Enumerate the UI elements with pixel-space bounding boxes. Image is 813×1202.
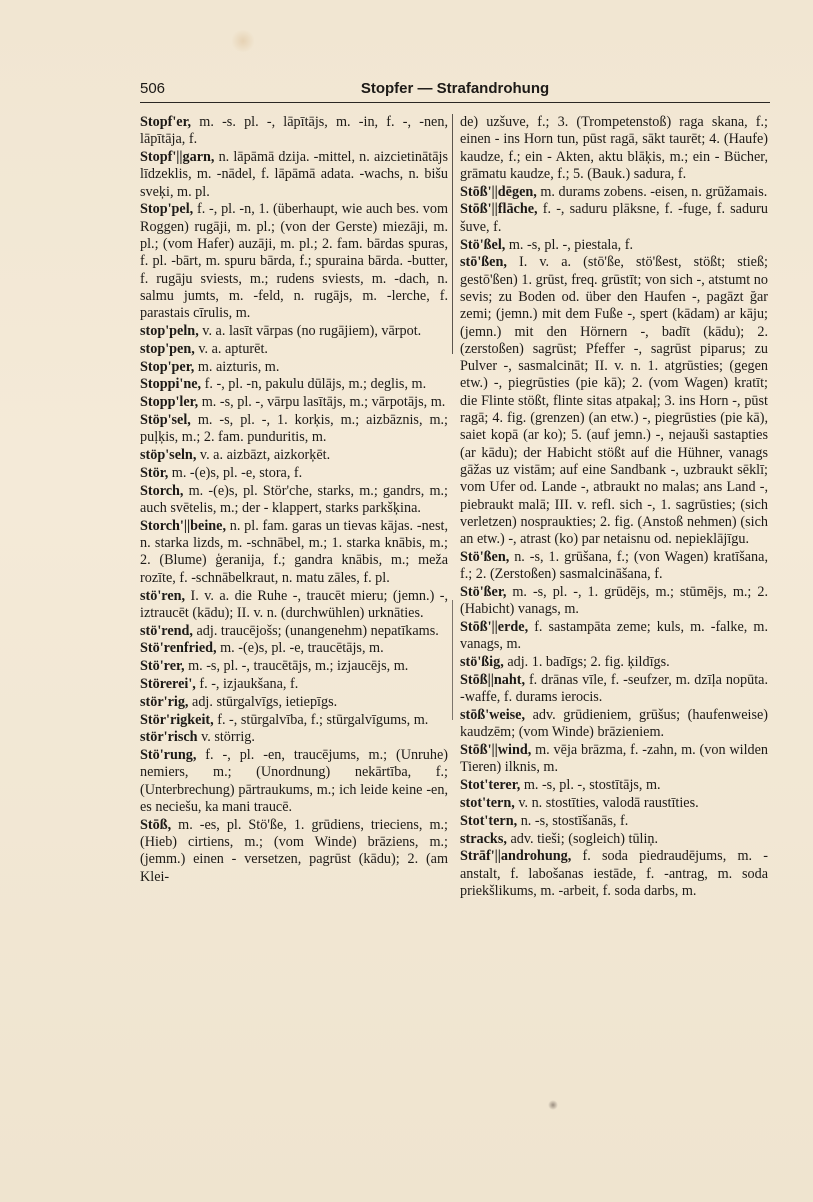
dictionary-entry (140, 201, 448, 322)
definition: f. soda piedraudējums, m. -anstalt, f. labošanas iestāde, f. -antrag, m. soda priekšlikums, m. -arbeit, f. soda darbs, m. (460, 848, 768, 900)
headword: Storch'||beine, (140, 517, 226, 534)
definition: f. -, pl. -n, pakulu dūlājs, m.; deglis, m. (201, 376, 427, 393)
definition: I. v. a. (stō'ße, stö'ßest, stößt; stieß; gestō'ßen) 1. grūst, freq. grūstīt; von sich -, atstumt no sevis; zu Boden od. über den Haufen -, pagāzt ğar zemi; (jemn.) mit dem Fuße -, spert (kādam) ar kāju; (jemn.) mit den Hörnern -, badīt (kādu); 2. (zerstoßen) sagrūst; Pfeffer -, sagrūst piparus; zu Pulver -, sasmalcināt; II. v. n. 1. atgrūsties; (gegen etw.) -, piegrūsties (pie kā); 2. (vom Wagen) kratīt; die Flinte stößt, flinte sitas atpakaļ; 3. ins Horn -, pūst ragā; 4. fig. (grenzen) (an etw.) -, piegrūsties (pie kā), saiet kopā (ar ko); 5. (auf jemn.) -, nejauši sastapties (ar kādu); der Habicht stößt auf die Hühner, vanags gāžas uz vistām; auf eine Sandbank -, uzbraukt sēklī; vom Ufer od. Lande -, atbraukt no malas; ans Land -, piebraukt malā; III. v. refl. sich -, 1. sagrūsties; (sich verletzen) nospraukties; 2. fig. (Anstoß nehmen) (sich an etw.) -, atrast (ko) par netaisnu od. nepieklājīgu. (460, 254, 768, 548)
headword: stot'tern, (460, 795, 515, 812)
dictionary-entry (140, 376, 448, 393)
dictionary-entry (140, 341, 448, 358)
headword: Stopf'||garn, (140, 149, 215, 166)
headword: Stör, (140, 464, 169, 481)
definition: m. -s, pl. -, 1. grūdējs, m.; stūmējs, m.; 2. (Habicht) vanags, m. (460, 584, 768, 618)
headword: stōß'weise, (460, 707, 526, 724)
dictionary-entry (140, 817, 448, 886)
headword: Stōß'||erde, (460, 619, 529, 636)
headword: Stö'ßer, (460, 584, 507, 601)
left-column (140, 114, 448, 887)
dictionary-entry (140, 412, 448, 447)
dictionary-entry (460, 777, 768, 794)
definition: m. -s, pl. -, vārpu lasītājs, m.; vārpotājs, m. (198, 394, 446, 411)
dictionary-entry (460, 848, 768, 900)
definition: v. a. aizbāzt, aizkorķēt. (196, 447, 331, 464)
headword: stör'rig, (140, 693, 189, 710)
definition: n. -s, stostīšanās, f. (517, 812, 629, 829)
column-divider (452, 114, 453, 354)
definition: I. v. a. die Ruhe -, traucēt mieru; (jemn.) -, iztraucēt (kādu); II. v. n. (durchwühlen) urknāties. (140, 587, 448, 621)
headword: Stot'terer, (460, 777, 521, 794)
dictionary-entry (460, 237, 768, 254)
definition: m. -s, pl. -, piestala, f. (505, 236, 633, 253)
page-number: 506 (140, 80, 166, 97)
definition: m. -(e)s, pl. -e, stora, f. (168, 464, 303, 481)
headword: stör'risch (140, 729, 198, 746)
definition: m. -(e)s, pl. -e, traucētājs, m. (216, 640, 384, 657)
dictionary-entry (460, 654, 768, 671)
dictionary-entry (140, 394, 448, 411)
headword: Stop'pel, (140, 201, 194, 218)
dictionary-entry (460, 813, 768, 830)
headword: stop'pen, (140, 340, 195, 357)
dictionary-entry (140, 694, 448, 711)
headword: Stōß'||wind, (460, 742, 532, 759)
running-head: Stopfer — Strafandrohung (360, 80, 550, 97)
dictionary-entry (140, 483, 448, 518)
headword: stö'ßig, (460, 654, 504, 671)
definition: v. a. apturēt. (194, 340, 268, 357)
definition: m. vēja brāzma, f. -zahn, m. (von wilden Tieren) ilknis, m. (460, 742, 768, 776)
paper-speck (548, 1100, 558, 1110)
headword: Stopp'ler, (140, 394, 199, 411)
dictionary-entry (460, 114, 768, 183)
dictionary-entry (140, 676, 448, 693)
headword: Stōß'||dēgen, (460, 183, 537, 200)
definition: f. -, pl. -n, 1. (überhaupt, wie auch bes. vom Roggen) rugāji, m. pl.; (von der Gerste) miezāji, m. pl.; (vom Hafer) auzāji, m. pl.; 2. fam. bārdas spuras, f. pl. -bārt, m. spuru bārda, f.; spuraina bārda. -butter, f. rugāju sviests, m.; rudens sviests, m. -dach, n. salmu jumts, m. -feld, n. rugājs, m. -lerche, f. parastais cīrulis, m. (140, 201, 448, 322)
definition: m. -s, pl. -, stostītājs, m. (520, 777, 661, 794)
definition: v. störrig. (197, 729, 255, 746)
dictionary-entry (140, 518, 448, 587)
dictionary-entry (140, 658, 448, 675)
headword: stö'rend, (140, 622, 193, 639)
dictionary-entry (460, 707, 768, 742)
definition: adj. traucējošs; (unangenehm) nepatīkams. (192, 622, 439, 639)
definition: f. drānas vīle, f. -seufzer, m. dzīļa nopūta. -waffe, f. durams ierocis. (460, 672, 768, 706)
dictionary-entry (140, 623, 448, 640)
definition: f. -, izjaukšana, f. (195, 676, 299, 692)
page-header (140, 78, 770, 103)
definition: n. -s, 1. grūšana, f.; (von Wagen) kratīšana, f.; 2. (Zerstoßen) sasmalcināšana, f. (460, 548, 768, 583)
dictionary-entry (460, 254, 768, 548)
headword: Stör'rigkeit, (140, 711, 214, 728)
headword: Strāf'||androhung, (460, 848, 572, 865)
headword: Stöp'sel, (140, 412, 191, 429)
headword: Stö'renfried, (140, 640, 217, 657)
definition: n. lāpāmā dzija. -mittel, n. aizcietinātājs līdzeklis, m. -nādel, f. lāpāmā adata. -wachs, n. bišu sveķi, m. pl. (140, 149, 448, 200)
definition: f. sastampāta zeme; kuls, m. -falke, m. vanags, m. (460, 619, 768, 653)
right-column (460, 114, 768, 901)
dictionary-entry (460, 831, 768, 848)
dictionary-entry (140, 149, 448, 201)
definition: f. -, pl. -en, traucējums, m.; (Unruhe) nemiers, m.; (Unordnung) nekārtība, f.; (Unterbrechung) pārtraukums, m.; ich leide keine -en, es neciešu, ka mani traucē. (140, 747, 448, 816)
definition: adv. grūdieniem, grūšus; (haufenweise) kaudzēm; (vom Winde) brāzieniem. (460, 707, 768, 741)
paper-stain (230, 30, 256, 52)
dictionary-entry (140, 712, 448, 729)
headword: stō'ßen, (460, 254, 507, 271)
definition: adj. stūrgalvīgs, ietiepīgs. (188, 693, 338, 710)
definition: adj. 1. badīgs; 2. fig. ķildīgs. (503, 654, 670, 671)
definition: m. -s. pl. -, lāpītājs, m. -in, f. -, -nen, lāpītāja, f. (140, 114, 448, 148)
dictionary-entry (140, 640, 448, 657)
dictionary-entry (140, 447, 448, 464)
dictionary-entry (140, 465, 448, 482)
headword: Stōß||naht, (460, 672, 525, 688)
definition: m. durams zobens. -eisen, n. grūžamais. (536, 183, 768, 200)
headword: stöp'seln, (140, 447, 197, 464)
headword: Stö'rer, (140, 658, 185, 675)
definition: v. a. lasīt vārpas (no rugājiem), vārpot. (198, 323, 422, 340)
definition: v. n. stostīties, valodā raustīties. (514, 795, 699, 812)
definition: m. -es, pl. Stö'ße, 1. grūdiens, trieciens, m.; (Hieb) cirtiens, m.; (vom Winde) brāziens, m.; (jemm.) einen - versetzen, pagrūst (kādu); 2. (am Klei- (140, 816, 448, 885)
headword: Stōß'||flāche, (460, 201, 538, 218)
dictionary-entry (140, 588, 448, 623)
dictionary-entry (140, 729, 448, 746)
headword: Stot'tern, (460, 812, 518, 829)
headword: stracks, (460, 830, 507, 847)
headword: Störerei', (140, 676, 196, 692)
definition: f. -, saduru plāksne, f. -fuge, f. saduru šuve, f. (460, 201, 768, 235)
definition: n. pl. fam. garas un tievas kājas. -nest, n. starka lizds, m. -schnābel, m.; 1. starka knābis, m.; 2. (Blume) ģeranija, f.; gandra knābis, m.; meža rozīte, f. -schnābelkraut, n. matu zāles, f. pl. (140, 517, 448, 586)
headword: stö'ren, (140, 587, 186, 604)
dictionary-entry (460, 184, 768, 201)
definition: adv. tieši; (sogleich) tūliņ. (506, 830, 659, 847)
dictionary-entry (140, 359, 448, 376)
dictionary-entry (460, 795, 768, 812)
headword: Stopf'er, (140, 114, 192, 130)
dictionary-entry (140, 747, 448, 816)
headword: Stö'ßen, (460, 548, 510, 565)
definition: de) uzšuve, f.; 3. (Trompetenstoß) raga skana, f.; einen - ins Horn tun, pūst ragā, sākt taurēt; 4. (Haufe) kaudze, f.; ein - Akten, aktu blāķis, m.; ein - Bücher, grāmatu kaudze, f.; 5. (Bauk.) sadura, f. (460, 114, 768, 182)
headword: Stoppi'ne, (140, 376, 202, 393)
dictionary-entry (140, 323, 448, 340)
dictionary-entry (460, 672, 768, 707)
headword: Stö'ßel, (460, 236, 506, 253)
dictionary-entry (460, 201, 768, 236)
dictionary-entry (460, 619, 768, 654)
headword: Storch, (140, 482, 184, 499)
definition: f. -, stūrgalvība, f.; stūrgalvīgums, m. (213, 711, 429, 728)
definition: m. -(e)s, pl. Stör'che, starks, m.; gandrs, m.; auch svētelis, m.; der - klappert, starks parkšķina. (140, 482, 448, 517)
dictionary-entry (460, 584, 768, 619)
dictionary-entry (140, 114, 448, 149)
dictionary-entry (460, 742, 768, 777)
definition: m. -s, pl. -, 1. korķis, m.; aizbāznis, m.; puļķis, m.; 2. fam. punduritis, m. (140, 412, 448, 446)
definition: m. -s, pl. -, traucētājs, m.; izjaucējs, m. (184, 658, 409, 675)
dictionary-entry (460, 549, 768, 584)
column-divider-lower (452, 600, 453, 720)
headword: Stop'per, (140, 358, 195, 375)
headword: Stōß, (140, 816, 172, 833)
headword: Stö'rung, (140, 747, 197, 764)
definition: m. aizturis, m. (194, 358, 280, 375)
headword: stop'peln, (140, 323, 199, 340)
